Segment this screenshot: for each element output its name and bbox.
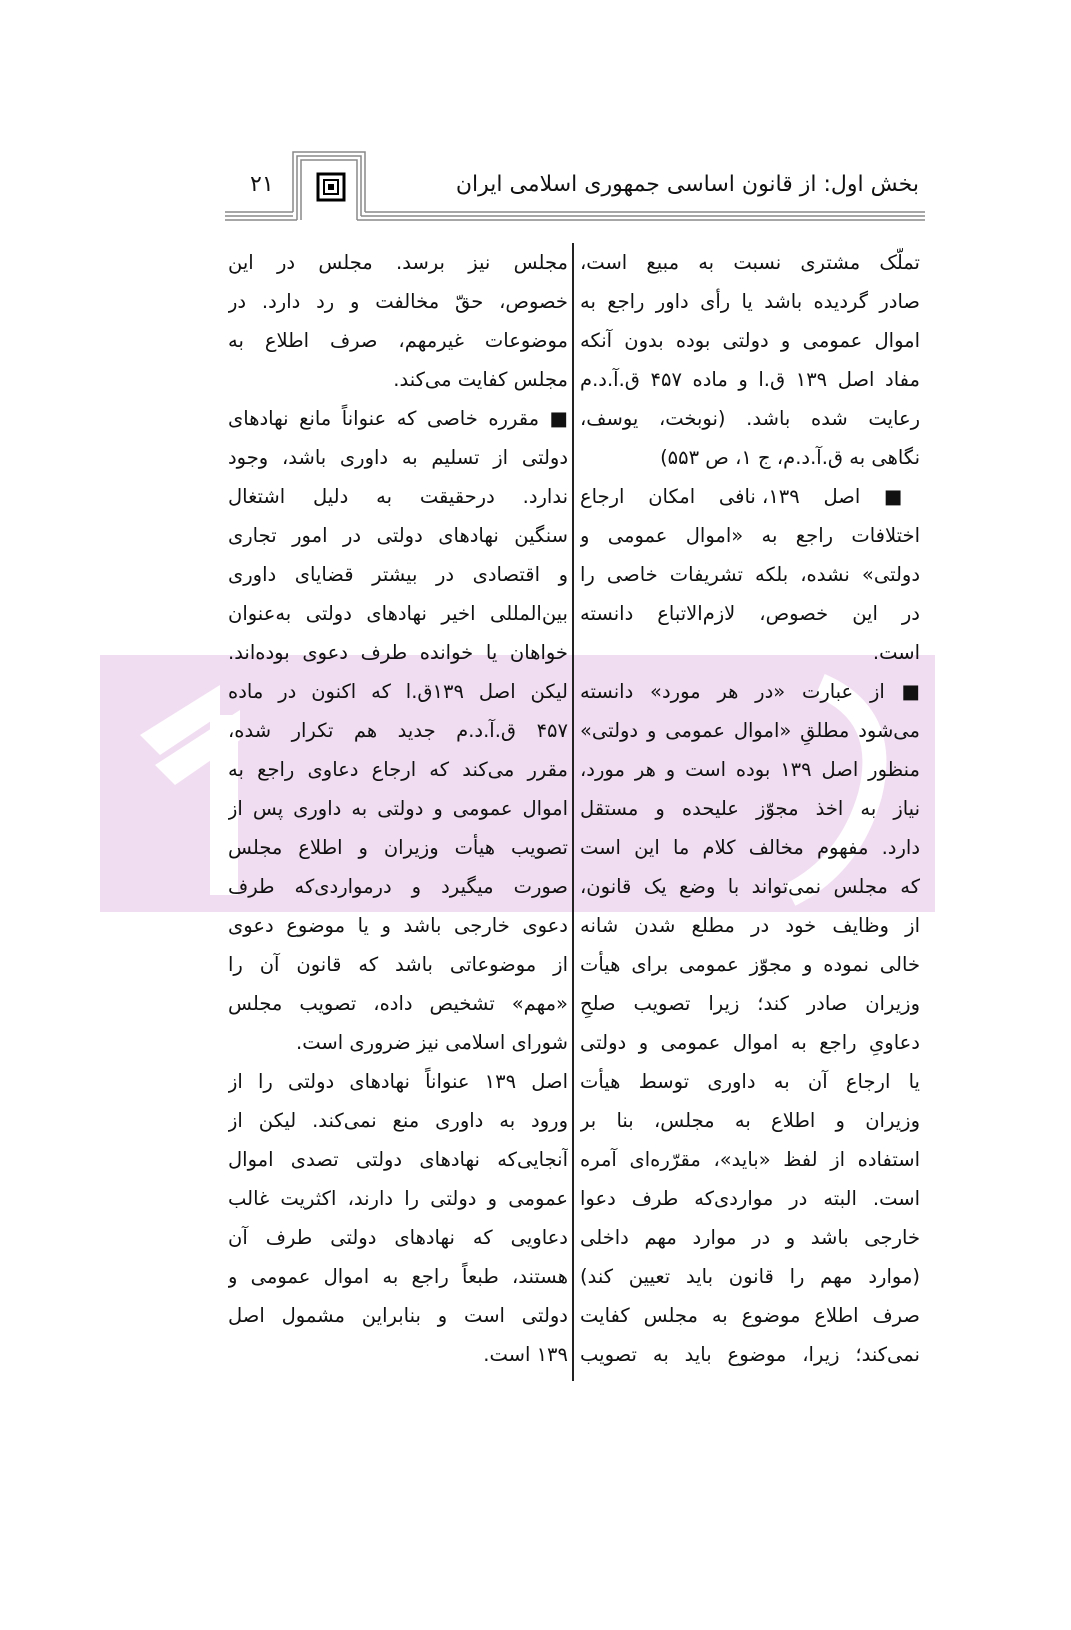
text-line: خالی نموده و مجوّز عمومی برای هیأت	[580, 953, 920, 976]
text-line: یا ارجاع آن به داوری توسط هیأت	[580, 1070, 920, 1093]
text-line: دعاویِ راجع به اموال عمومی و دولتی	[580, 1031, 920, 1054]
text-line: می‌شود مطلقِ «اموال عمومی و دولتی»	[580, 719, 920, 742]
text-line: اختلافات راجع به «اموال عمومی و	[580, 524, 920, 547]
text-line: در این خصوص، لازم‌الاتباع دانسته	[580, 602, 920, 625]
text-line: ورود به داوری منع نمی‌کند. لیکن از	[228, 1109, 568, 1132]
right-text-column	[580, 248, 920, 1379]
text-line: مجلس نیز برسد. مجلس در این	[228, 251, 568, 274]
text-line: آنجایی‌که نهادهای دولتی تصدی اموال	[228, 1148, 568, 1171]
text-line: اموال عمومی و دولتی به داوری پس از	[228, 797, 568, 820]
text-line: تصویب هیأت وزیران و اطلاع مجلس	[228, 836, 568, 859]
text-line: صرف اطلاع موضوع به مجلس کفایت	[580, 1304, 920, 1327]
text-line: نیاز به اخذ مجوّز علیحده و مستقل	[580, 797, 920, 820]
text-line: بین‌المللی اخیر نهادهای دولتی به‌عنوان	[228, 602, 568, 625]
text-line: خواهان یا خوانده طرف دعوی بوده‌اند.	[228, 641, 568, 664]
text-line: صورت میگیرد و درمواردی‌که طرف	[228, 875, 568, 898]
text-line: (موارد مهم را قانون باید تعیین کند)	[580, 1265, 920, 1288]
text-line: خارجی باشد و در موارد مهم داخلی	[580, 1226, 920, 1249]
text-line: و اقتصادی در بیشتر قضایای داوری	[228, 563, 568, 586]
text-line: ■ مقرره خاصی که عنواناً مانع نهادهای	[228, 407, 568, 430]
text-line: که مجلس نمی‌تواند با وضع یک قانون،	[580, 875, 920, 898]
text-line: «مهم» تشخیص داده، تصویب مجلس	[228, 992, 568, 1015]
text-line: از وظایف خود در مطلع شدن شانه	[580, 914, 920, 937]
text-line: صادر گردیده باشد یا رأی داور راجع به	[580, 290, 920, 313]
text-line: لیکن اصل ۱۳۹ق.ا که اکنون در ماده	[228, 680, 568, 703]
page-number: ۲۱	[250, 172, 274, 197]
text-line: دعوی خارجی باشد و یا موضوع دعوی	[228, 914, 568, 937]
text-line: شورای اسلامی نیز ضروری است.	[296, 1031, 568, 1054]
text-line: سنگین نهادهای دولتی در امور تجاری	[228, 524, 568, 547]
text-line: مفاد اصل ۱۳۹ ق.ا و ماده ۴۵۷ ق.آ.د.م	[580, 368, 920, 391]
section-square-icon	[318, 174, 344, 200]
text-line: دارد. مفهوم مخالف کلام ما این است	[580, 836, 920, 859]
text-line: ندارد. درحقیقت به دلیل اشتغال	[228, 485, 568, 508]
text-line: تملّک مشتری نسبت به مبیع است،	[580, 251, 920, 274]
text-line: وزیران و اطلاع به مجلس، بنا بر	[580, 1109, 920, 1132]
text-line: اموال عمومی و دولتی بوده بدون آنکه	[580, 329, 920, 352]
text-line: است. البته در مواردی‌که طرف دعوا	[580, 1187, 920, 1210]
text-line: ۴۵۷ ق.آ.د.م جدید هم تکرار شده،	[228, 719, 568, 742]
text-line: دولتی» نشده، بلکه تشریفات خاصی را	[580, 563, 920, 586]
text-line: از موضوعاتی باشد که قانون آن را	[228, 953, 568, 976]
text-line: عمومی و دولتی را دارند، اکثریت غالب	[228, 1187, 568, 1210]
text-line: دولتی از تسلیم به داوری باشد، وجود	[228, 446, 568, 469]
text-line: دعاویی که نهادهای دولتی طرف آن	[228, 1226, 568, 1249]
text-line: دولتی است و بنابراین مشمول اصل	[228, 1304, 568, 1327]
text-line: است.	[872, 641, 920, 664]
text-line: استفاده از لفظ «باید»، مقرّره‌ای آمره	[580, 1148, 920, 1171]
text-line: خصوص، حقّ مخالفت و رد دارد. در	[228, 290, 568, 313]
text-line: نمی‌کند؛ زیرا، موضوع باید به تصویب	[580, 1343, 920, 1366]
text-line: ۱۳۹ است.	[483, 1343, 568, 1366]
header-frame	[0, 0, 1071, 240]
text-line: رعایت شده باشد. (نوبخت، یوسف،	[580, 407, 920, 430]
text-line: اصل ۱۳۹ عنواناً نهادهای دولتی را از	[228, 1070, 568, 1093]
text-line: هستند، طبعاً راجع به اموال عمومی و	[228, 1265, 568, 1288]
text-line: وزیران صادر کند؛ زیرا تصویب صلحِ	[580, 992, 920, 1015]
left-text-column	[228, 248, 568, 1379]
text-line: موضوعات غیرمهم، صرف اطلاع به	[228, 329, 568, 352]
text-line: نگاهی به ق.آ.د.م، ج ۱، ص ۵۵۳)	[660, 446, 920, 469]
running-header-title: بخش اول: از قانون اساسی جمهوری اسلامی ایران	[455, 172, 919, 197]
text-line: مجلس کفایت می‌کند.	[393, 368, 568, 391]
text-line: ■ اصل ۱۳۹، نافی امکان ارجاع	[580, 485, 920, 508]
text-line: ■ از عبارت «در هر مورد» دانسته	[580, 680, 920, 703]
text-line: مقرر می‌کند که ارجاع دعاوی راجع به	[228, 758, 568, 781]
text-line: منظور اصل ۱۳۹ بوده است و هر مورد،	[580, 758, 920, 781]
column-divider	[572, 243, 574, 1381]
